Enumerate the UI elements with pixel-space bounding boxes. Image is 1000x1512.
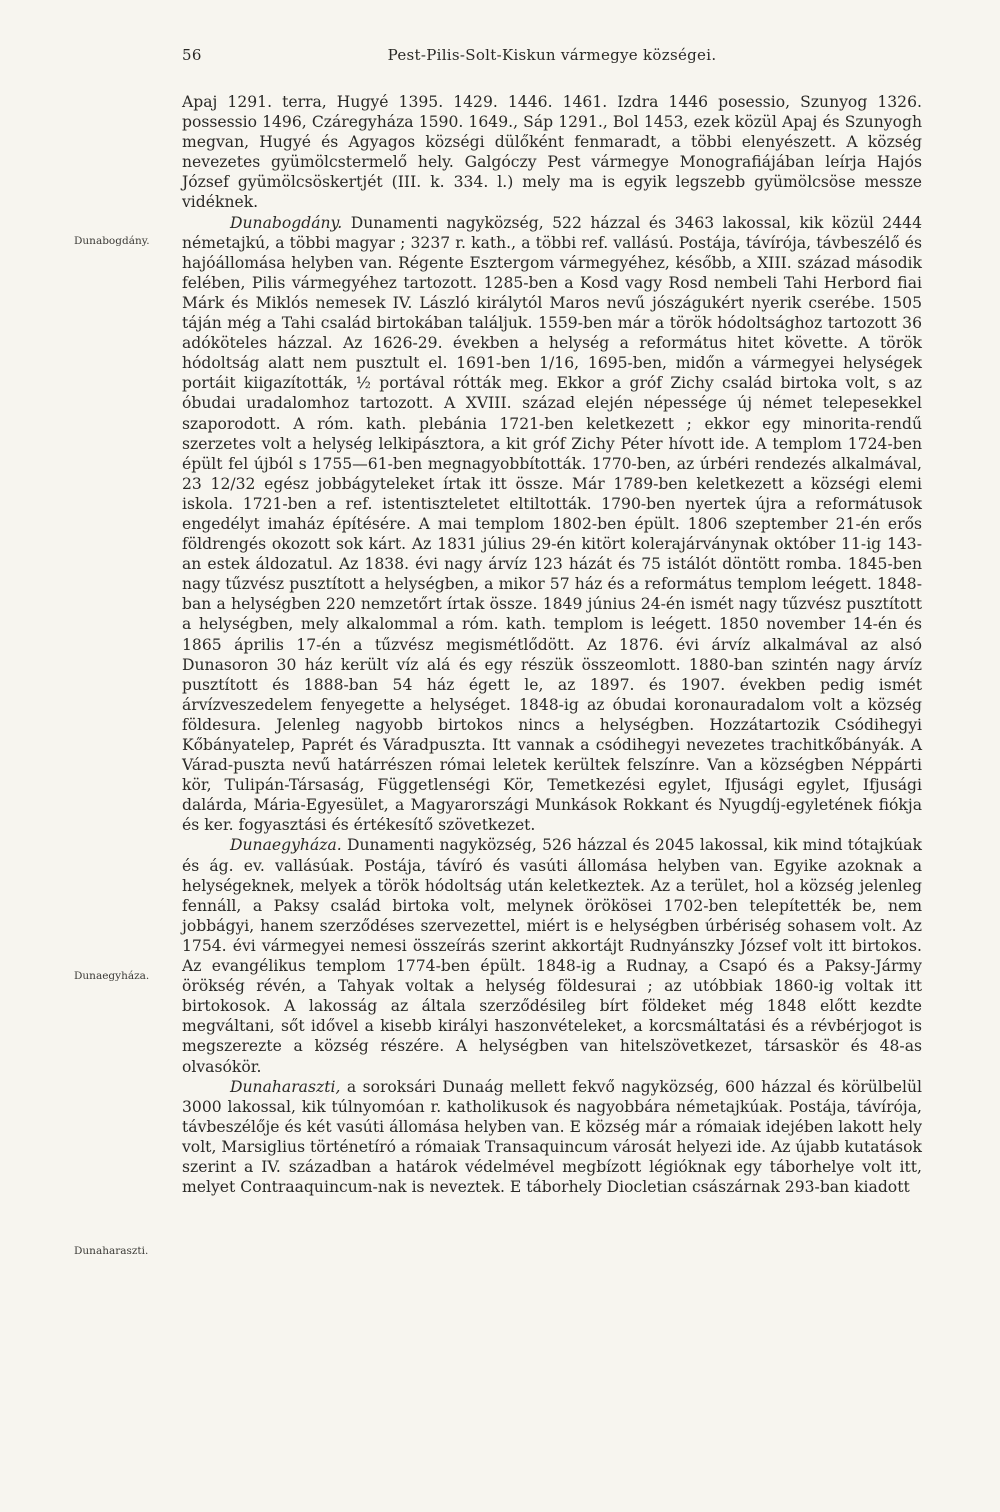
margin-note-dunaharaszti: Dunaharaszti. <box>74 1245 149 1257</box>
margin-note-dunaegyhaza: Dunaegyháza. <box>74 970 150 982</box>
page-number: 56 <box>182 46 202 64</box>
page-title: Pest-Pilis-Solt-Kiskun vármegye községei. <box>387 46 717 64</box>
entry-text-dunaharaszti: a soroksári Dunaág mellett fekvő nagyközség, 600 házzal és körülbelül 3000 lakossal, kik túlnyomóan r. katholikusok és nagyobbára németajkúak. Postája, távírója, távbeszélője és két vasúti állomása helyben van. E község már a rómaiak idejében lakott hely volt, Marsiglius történetíró a rómaiak Transaquincum városát helyezi ide. Az újabb kutatások szerint a IV. században a határok védelmével megbízott légióknak egy táborhelye volt itt, melyet Contraaquincum-nak is neveztek. E táborhely Diocletian császárnak 293-ban kiadott <box>182 1077 922 1197</box>
entry-name-dunaharaszti: Dunaharaszti, <box>230 1077 341 1096</box>
entry-name-dunabogdany: Dunabogdány. <box>230 213 343 232</box>
entry-name-dunaegyhaza: Dunaegyháza. <box>230 836 342 855</box>
running-head <box>182 46 922 74</box>
entry-dunaegyhaza <box>182 835 922 1076</box>
entry-dunabogdany <box>182 213 922 836</box>
entry-text-dunaegyhaza: Dunamenti nagyközség, 526 házzal és 2045 lakossal, kik mind tótajkúak és ág. ev. vallásúak. Postája, távíró és vasúti állomása helyben van. Egyike azoknak a helységeknek, melyek a török hódoltság után keletkeztek. Az a terület, hol a község jelenleg fennáll, a Paksy család birtoka volt, melynek örökösei 1702-ben telepítették be, nem jobbágyi, hanem szerződéses szervezettel, miért is e helységben úrbériség sohasem volt. Az 1754. évi vármegyei nemesi összeírás szerint akkortájt Rudnyánszky József volt itt birtokos. Az evangélikus templom 1774-ben épült. 1848-ig a Rudnay, a Csapó és a Paksy-Jármy örökség révén, a Tahyak voltak a helység földesurai ; az utóbbiak 1860-ig voltak itt birtokosok. A lakosság az általa szerződésileg bírt földeket még 1848 előtt kezdte megváltani, sőt idővel a kisebb királyi haszonvételeket, a korcsmáltatási és a révbérjogot is megszerezte a község részére. A helységben van hitelszövetkezet, társaskör és 48-as olvasókör. <box>182 836 922 1076</box>
body-text <box>182 92 922 1197</box>
entry-text-dunabogdany: Dunamenti nagyközség, 522 házzal és 3463 lakossal, kik közül 2444 németajkú, a többi magyar ; 3237 r. kath., a többi ref. vallású. Postája, távírója, távbeszélő és hajóállomása helyben van. Régente Esztergom vármegyéhez, később, a XIII. század második felében, Pilis vármegyéhez tartozott. 1285-ben a Kosd vagy Rosd nembeli Tahi Herbord fiai Márk és Miklós nemesek IV. László királytól Maros nevű jószágukért nyerik cserébe. 1505 táján még a Tahi család birtokában találjuk. 1559-ben már a török hódoltsághoz tartozott 36 adóköteles házzal. Az 1626-29. években a helység a református hitet követte. A török hódoltság alatt nem pusztult el. 1691-ben 1/16, 1695-ben, midőn a vármegyei helységek portáit kiigazították, ½ portával rótták meg. Ekkor a gróf Zichy család birtoka volt, s az óbudai uradalomhoz tartozott. A XVIII. század elején népessége új német telepesekkel szaporodott. A róm. kath. plebánia 1721-ben keletkezett ; ekkor egy minorita-rendű szerzetes volt a helység lelkipásztora, a kit gróf Zichy Péter hívott ide. A templom 1724-ben épült fel újból s 1755—61-ben megnagyobbították. 1770-ben, az úrbéri rendezés alkalmával, 23 12/32 egész jobbágyteleket írtak itt össze. Már 1789-ben keletkezett a községi elemi iskola. 1721-ben a ref. istentiszteletet eltiltották. 1790-ben nyertek újra a reformátusok engedélyt imaház építésére. A mai templom 1802-ben épült. 1806 szeptember 21-én erős földrengés okozott sok kárt. Az 1831 július 29-én kitört kolerajárványnak október 11-ig 143-an estek áldozatul. Az 1838. évi nagy árvíz 123 házát és 75 istálót döntött romba. 1845-ben nagy tűzvész pusztított a helységben, a mikor 57 ház és a református templom leégett. 1848-ban a helységben 220 nemzetőrt írtak össze. 1849 június 24-én ismét nagy tűzvész pusztított a helységben, mely alkalommal a róm. kath. templom is leégett. 1850 november 14-én és 1865 április 17-én a tűzvész megismétlődött. Az 1876. évi árvíz alkalmával az alsó Dunasoron 30 ház került víz alá és egy részük összeomlott. 1880-ban szintén nagy árvíz pusztított és 1888-ban 54 ház égett le, az 1897. és 1907. években pedig ismét árvízveszedelem fenyegette a helységet. 1848-ig az óbudai koronauradalom volt a község földesura. Jelenleg nagyobb birtokos nincs a helységben. Hozzátartozik Csódihegyi Kőbányatelep, Paprét és Váradpuszta. Itt vannak a csódihegyi nevezetes trachitkőbányák. A Várad-puszta nevű határrészen római leletek kerültek felszínre. Van a községben Néppárti kör, Tulipán-Társaság, Függetlenségi Kör, Temetkezési egylet, Ifjusági egylet, Ifjusági dalárda, Mária-Egyesület, a Magyarországi Munkások Rokkant és Nyugdíj-egyletének fiókja és ker. fogyasztási és értékesítő szövetkezet. <box>182 213 922 835</box>
margin-note-dunabogdany: Dunabogdány. <box>74 235 150 247</box>
intro-paragraph: Apaj 1291. terra, Hugyé 1395. 1429. 1446. 1461. Izdra 1446 posessio, Szunyog 1326. possessio 1496, Czáregyháza 1590. 1649., Sáp 1291., Bol 1453, ezek közül Apaj és Szunyogh megvan, Hugyé és Agyagos községi dülőként fenmaradt, a többi elenyészett. A község nevezetes gyümölcstermelő hely. Galgóczy Pest vármegye Monografiájában leírja Hajós József gyümölcsöskertjét (III. k. 334. l.) mely ma is egyik legszebb gyümölcsöse messze vidéknek. <box>182 93 922 212</box>
entry-dunaharaszti <box>182 1077 922 1198</box>
